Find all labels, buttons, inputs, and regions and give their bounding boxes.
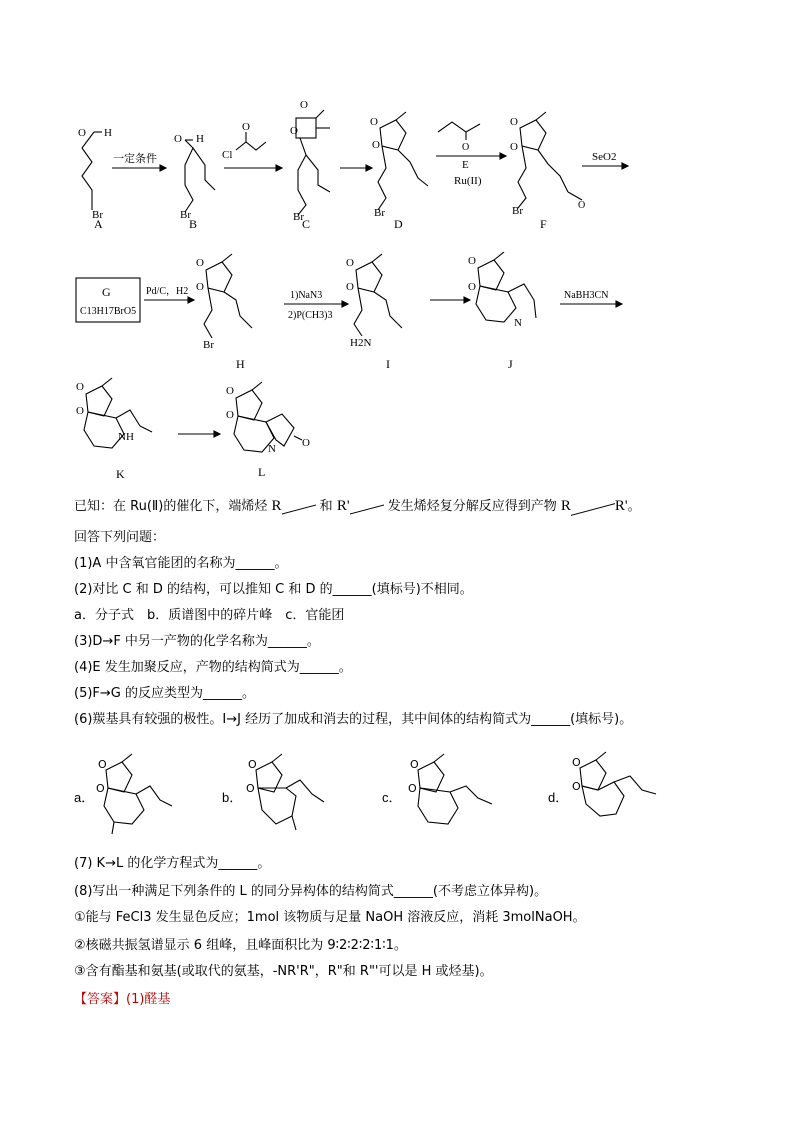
answer-line — [74, 992, 170, 1008]
svg-text:H: H — [104, 127, 112, 139]
question-5: (5)F→G 的反应类型为______。 — [74, 686, 255, 701]
choice-d-structure — [572, 752, 656, 816]
svg-text:N: N — [268, 443, 276, 455]
compound-I — [346, 254, 402, 371]
svg-text:O: O — [76, 381, 84, 393]
svg-text:O: O — [578, 200, 586, 211]
compound-B — [174, 133, 215, 231]
condition-1: ①能与 FeCl3 发生显色反应；1mol 该物质与足量 NaOH 溶液反应，消耗 3molNaOH。 — [74, 910, 586, 925]
svg-text:O: O — [174, 133, 182, 145]
svg-text:O: O — [572, 780, 581, 793]
svg-text:O: O — [96, 782, 105, 795]
svg-text:O: O — [346, 281, 354, 293]
compound-A — [78, 127, 112, 231]
svg-text:2)P(CH3)3: 2)P(CH3)3 — [288, 310, 333, 321]
svg-text:N: N — [514, 317, 522, 329]
svg-text:Cl: Cl — [222, 149, 233, 161]
svg-text:O: O — [248, 758, 257, 771]
svg-text:1)NaN3: 1)NaN3 — [290, 290, 323, 301]
svg-text:O: O — [226, 409, 234, 421]
svg-text:NaBH3CN: NaBH3CN — [564, 290, 609, 301]
question-4: (4)E 发生加聚反应，产物的结构简式为______。 — [74, 660, 352, 675]
svg-text:K: K — [116, 467, 125, 481]
svg-text:O: O — [226, 385, 234, 397]
choice-b-structure — [246, 754, 324, 830]
svg-text:O: O — [372, 139, 380, 151]
svg-text:C13H17BrO5: C13H17BrO5 — [80, 306, 137, 317]
answer-text: (1)醛基 — [126, 992, 171, 1007]
svg-text:H: H — [236, 357, 245, 371]
svg-text:Br: Br — [92, 209, 103, 221]
compound-D — [370, 112, 428, 231]
question-7: (7) K→L 的化学方程式为______。 — [74, 856, 271, 871]
compound-C — [290, 99, 330, 231]
svg-text:O: O — [510, 141, 518, 153]
label-A: A — [94, 217, 103, 231]
svg-text:O: O — [302, 437, 310, 449]
question-2-options: a．分子式 b．质谱图中的碎片峰 c．官能团 — [74, 608, 345, 623]
svg-text:B: B — [189, 217, 198, 231]
choice-c-label: c． — [382, 790, 402, 805]
svg-text:O: O — [242, 121, 250, 133]
synthesis-scheme — [0, 0, 794, 481]
svg-text:Ru(II): Ru(II) — [454, 175, 482, 187]
choice-a-label: a． — [74, 790, 95, 805]
question-3: (3)D→F 中另一产物的化学名称为______。 — [74, 634, 320, 649]
svg-text:I: I — [386, 357, 390, 371]
answer-tag: 【答案】 — [74, 992, 127, 1007]
svg-text:E: E — [462, 159, 469, 171]
condition-2: ②核磁共振氢谱显示 6 组峰，且峰面积比为 9∶2∶2∶2∶1∶1。 — [74, 938, 407, 953]
svg-text:H2N: H2N — [350, 337, 372, 349]
svg-text:NH: NH — [118, 431, 134, 443]
svg-text:SeO2: SeO2 — [592, 151, 617, 163]
compound-J — [468, 252, 536, 371]
svg-text:J: J — [508, 357, 513, 371]
svg-text:O: O — [98, 758, 107, 771]
question-8: (8)写出一种满足下列条件的 L 的同分异构体的结构简式______(不考虑立体异构)。 — [74, 884, 548, 899]
svg-text:F: F — [540, 217, 547, 231]
svg-text:O: O — [290, 125, 298, 137]
svg-text:O: O — [572, 756, 581, 769]
svg-text:C: C — [302, 217, 311, 231]
svg-text:O: O — [76, 405, 84, 417]
compound-H — [196, 254, 252, 371]
svg-text:O: O — [468, 255, 476, 267]
svg-text:Br: Br — [203, 339, 214, 351]
question-1: (1)A 中含氧官能团的名称为______。 — [74, 556, 288, 571]
choice-d-label: d． — [548, 790, 569, 805]
svg-text:O: O — [410, 758, 419, 771]
svg-text:Br: Br — [374, 207, 385, 219]
known-condition: 已知：在 Ru(Ⅱ)的催化下，端烯烃 R 和 R' 发生烯烃复分解反应得到产物 R R'。 — [74, 497, 641, 515]
choice-structures — [0, 740, 794, 850]
question-2: (2)对比 C 和 D 的结构，可以推知 C 和 D 的______(填标号)不相同。 — [74, 582, 473, 597]
svg-text:L: L — [258, 465, 266, 479]
compound-L — [226, 382, 310, 479]
question-6: (6)羰基具有较强的极性。I→J 经历了加成和消去的过程，其中间体的结构简式为______(填标号)。 — [74, 712, 633, 727]
svg-text:O: O — [408, 782, 417, 795]
choice-a-structure — [96, 754, 172, 834]
svg-text:O: O — [78, 127, 86, 139]
svg-text:O: O — [246, 782, 255, 795]
compound-F — [510, 112, 585, 231]
choice-c-structure — [408, 754, 492, 824]
svg-text:O: O — [462, 142, 470, 153]
svg-text:Br: Br — [293, 211, 304, 223]
svg-text:Br: Br — [512, 205, 523, 217]
compound-K — [76, 378, 152, 481]
svg-text:O: O — [346, 257, 354, 269]
svg-text:O: O — [370, 116, 378, 128]
svg-text:O: O — [196, 257, 204, 269]
svg-text:O: O — [300, 99, 308, 111]
svg-text:Br: Br — [180, 209, 191, 221]
svg-text:H: H — [196, 133, 204, 145]
svg-text:Pd/C，H2: Pd/C，H2 — [146, 286, 189, 297]
svg-text:O: O — [196, 281, 204, 293]
svg-text:D: D — [394, 217, 403, 231]
svg-text:O: O — [510, 116, 518, 128]
choice-b-label: b． — [222, 790, 243, 805]
svg-text:G: G — [102, 285, 111, 299]
svg-text:一定条件: 一定条件 — [113, 153, 157, 165]
condition-3: ③含有酯基和氨基(或取代的氨基，-NR'R"，R"和 R"'可以是 H 或烃基)。 — [74, 964, 493, 979]
prompt: 回答下列问题： — [74, 530, 166, 545]
svg-text:O: O — [468, 281, 476, 293]
